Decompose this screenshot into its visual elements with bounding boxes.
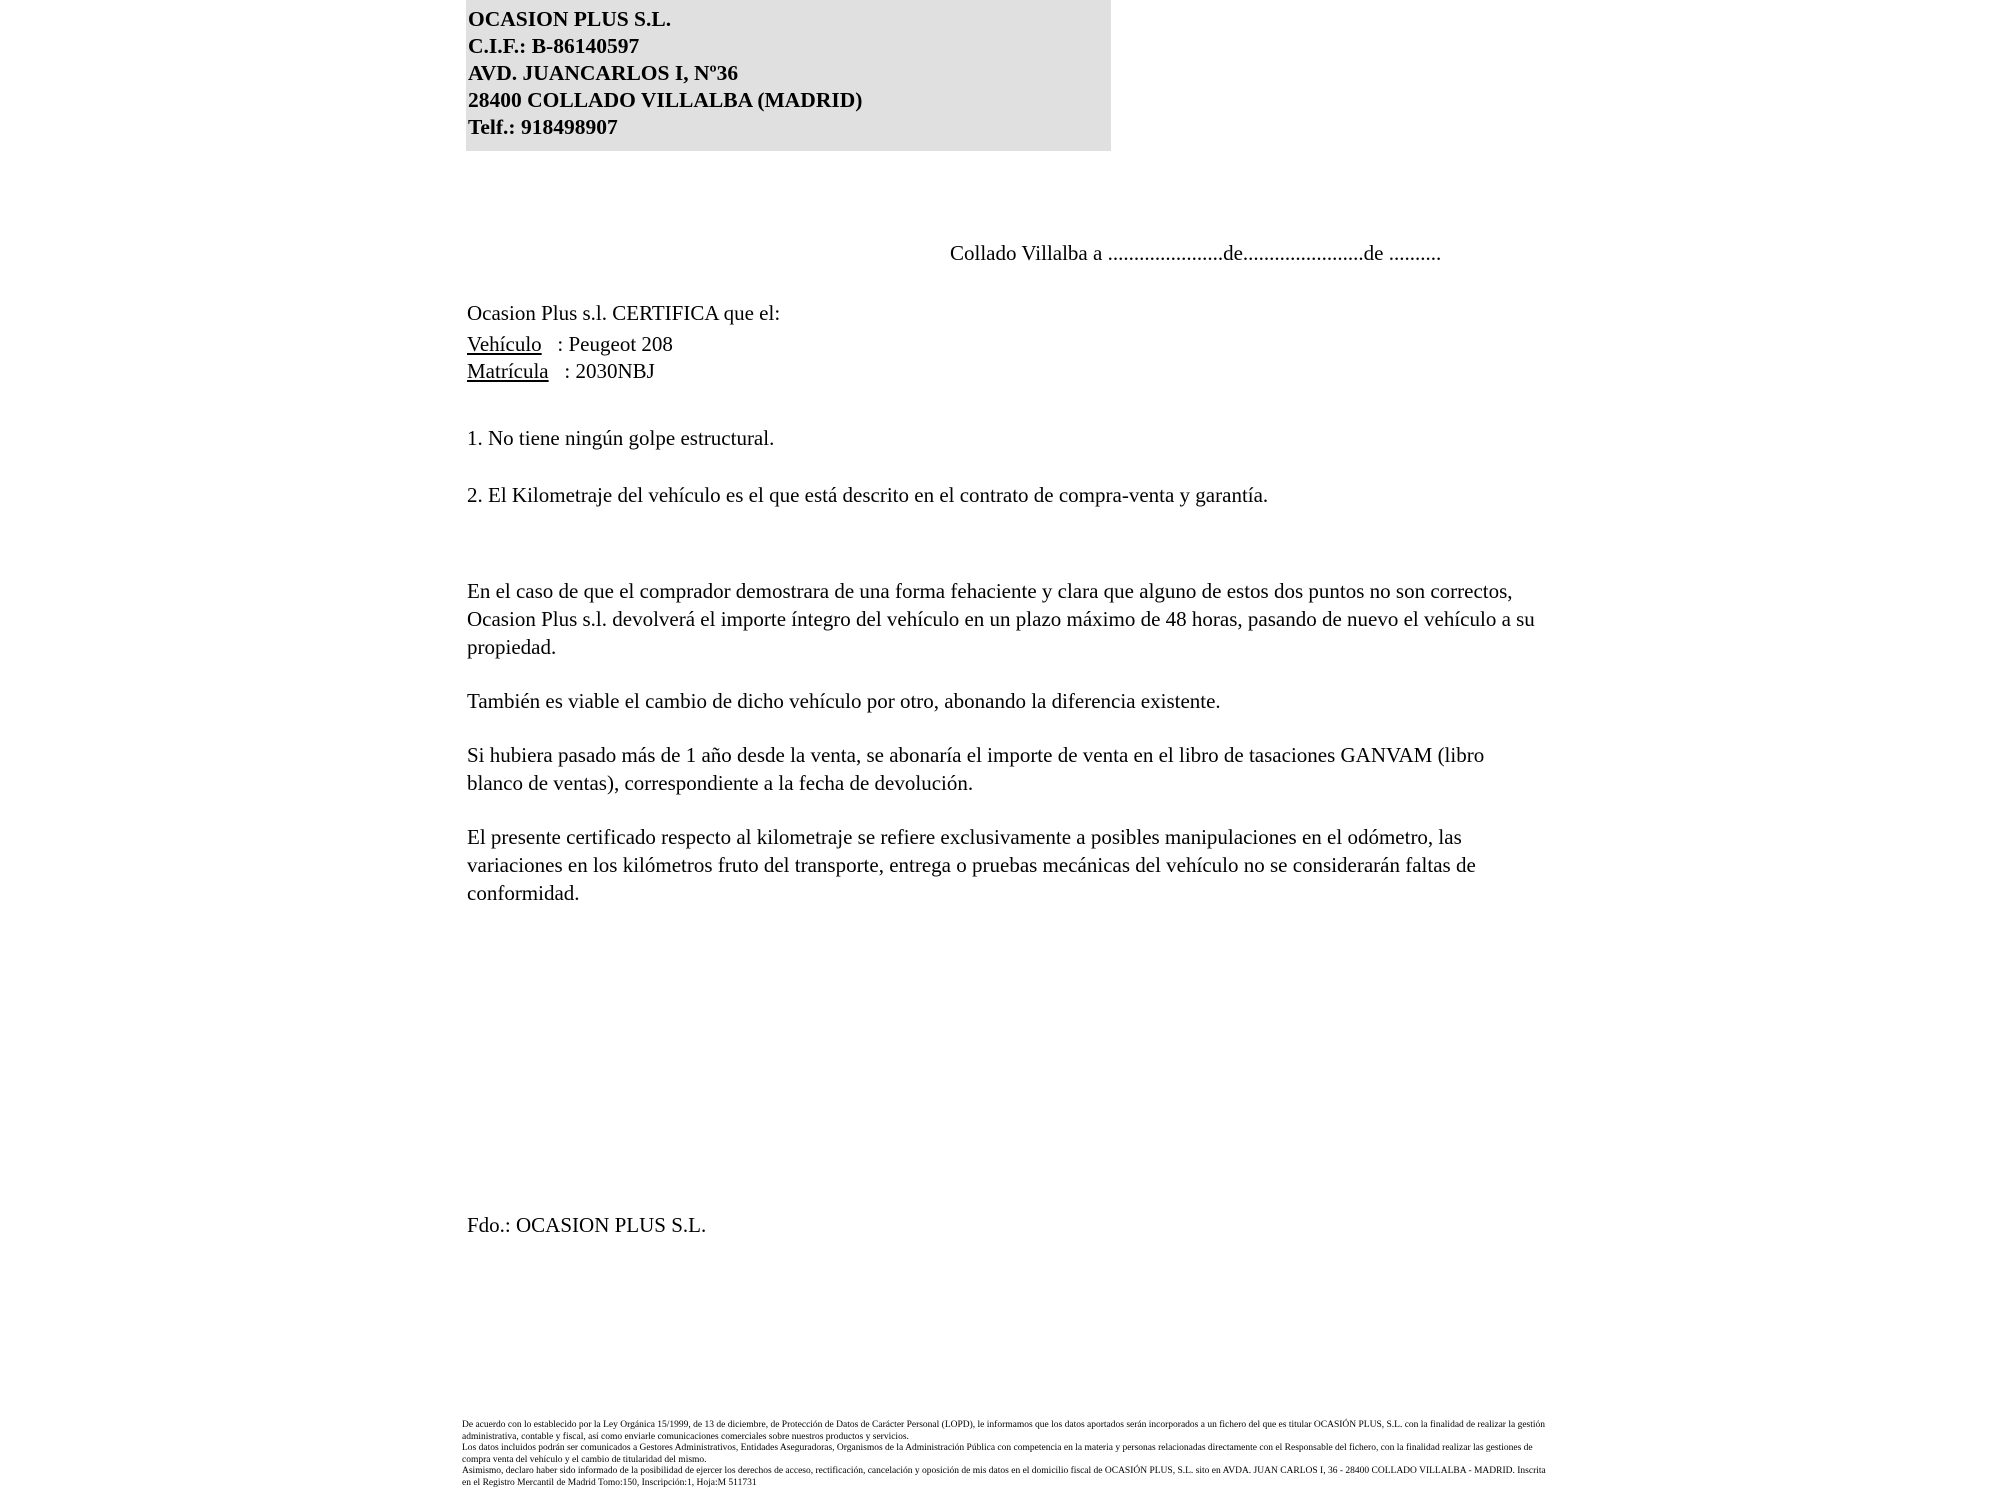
clause-odometer: El presente certificado respecto al kilometraje se refiere exclusivamente a posibles manipulaciones en el odómetro, las variaciones en los kilómetros fruto del transporte, entrega o pruebas mecánicas del vehículo no se considerarán faltas de conformidad.	[467, 825, 1476, 905]
plate-separator: :	[548, 359, 576, 383]
letterhead-block	[466, 0, 1111, 151]
vehicle-label: Vehículo	[467, 332, 542, 356]
legal-paragraph-3: Asimismo, declaro haber sido informado de la posibilidad de ejercer los derechos de acceso, rectificación, cancelación y oposición de mis datos en el domicilio fiscal de OCASIÓN PLUS, S.L. sito en AVDA. JUAN CARLOS I, 36 - 28400 COLLADO VILLALBA - MADRID. Inscrita en el Registro Mercantil de Madrid Tomo:150, Inscripción:1, Hoja:M 511731	[462, 1466, 1546, 1488]
document-body	[467, 300, 1537, 933]
company-address: AVD. JUANCARLOS I, Nº36	[468, 61, 739, 85]
signature-line: Fdo.: OCASION PLUS S.L.	[467, 1213, 707, 1237]
legal-notice	[462, 1420, 1552, 1489]
spacer	[467, 385, 1537, 425]
clause-exchange: También es viable el cambio de dicho vehículo por otro, abonando la diferencia existente.	[467, 689, 1221, 713]
certified-point-1: 1. No tiene ningún golpe estructural.	[467, 426, 775, 450]
certifies-intro: Ocasion Plus s.l. CERTIFICA que el:	[467, 301, 781, 325]
vehicle-value: Peugeot 208	[568, 332, 673, 356]
company-phone: Telf.: 918498907	[468, 115, 618, 139]
clause-refund: En el caso de que el comprador demostrara de una forma fehaciente y clara que alguno de estos dos puntos no son correctos, Ocasion Plus s.l. devolverá el importe íntegro del vehículo en un plazo máximo de 48 horas, pasando de nuevo el vehículo a su propiedad.	[467, 579, 1535, 659]
company-city: 28400 COLLADO VILLALBA (MADRID)	[468, 88, 863, 112]
plate-value: 2030NBJ	[575, 359, 655, 383]
certified-point-2: 2. El Kilometraje del vehículo es el que está descrito en el contrato de compra-venta y garantía.	[467, 483, 1269, 507]
company-cif: C.I.F.: B-86140597	[468, 34, 640, 58]
plate-label: Matrícula	[467, 359, 549, 383]
vehicle-row	[467, 331, 1537, 358]
plate-row	[467, 358, 1537, 385]
clause-one-year: Si hubiera pasado más de 1 año desde la venta, se abonaría el importe de venta en el libro de tasaciones GANVAM (libro blanco de ventas), correspondiente a la fecha de devolución.	[467, 743, 1485, 795]
legal-paragraph-1: De acuerdo con lo establecido por la Ley Orgánica 15/1999, de 13 de diciembre, de Protección de Datos de Carácter Personal (LOPD), le informamos que los datos aportados serán incorporados a un fichero del que es titular OCASIÓN PLUS, S.L. con la finalidad de realizar la gestión administrativa, contable y fiscal, así como enviarle comunicaciones comerciales sobre nuestros productos y servicios.	[462, 1420, 1546, 1442]
date-line: Collado Villalba a ......................de.......................de ..........	[950, 241, 1442, 265]
company-name: OCASION PLUS S.L.	[468, 7, 672, 31]
legal-paragraph-2: Los datos incluidos podrán ser comunicados a Gestores Administrativos, Entidades Aseguradoras, Organismos de la Administración Pública con competencia en la materia y personas relacionadas directamente con el Responsable del fichero, con la finalidad realizar las gestiones de compra venta del vehículo y el cambio de titularidad del mismo.	[462, 1443, 1533, 1465]
vehicle-separator: :	[541, 332, 569, 356]
